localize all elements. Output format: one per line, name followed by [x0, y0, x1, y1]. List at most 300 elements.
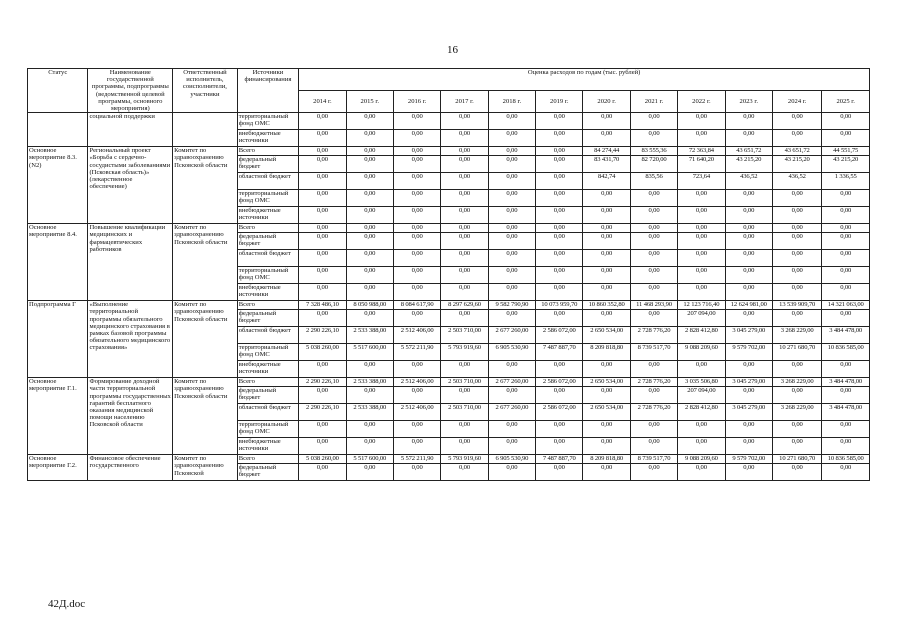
header-year: 2015 г.	[346, 91, 393, 113]
value-cell: 0,00	[346, 310, 393, 327]
name-cell: Формирование доходной части территориальной программы государственных гарантий бесплатного оказания медицинской помощи населению Псковской области	[88, 378, 173, 455]
value-cell: 5 517 600,00	[346, 344, 393, 361]
value-cell: 0,00	[488, 284, 535, 301]
value-cell: 0,00	[678, 130, 725, 147]
value-cell: 2 677 260,00	[488, 378, 535, 387]
value-cell: 2 828 412,80	[678, 404, 725, 421]
status-cell	[28, 113, 88, 147]
value-cell: 0,00	[393, 207, 440, 224]
value-cell: 2 533 388,00	[346, 327, 393, 344]
footer-filename: 42Д.doc	[48, 598, 86, 610]
value-cell: 0,00	[630, 207, 677, 224]
value-cell: 10 271 680,70	[772, 455, 821, 464]
header-year: 2020 г.	[583, 91, 630, 113]
status-cell: Основное мероприятие 8.4.	[28, 224, 88, 301]
source-cell: областной бюджет	[237, 404, 299, 421]
value-cell: 0,00	[441, 284, 488, 301]
page-number: 16	[447, 44, 458, 56]
value-cell: 8 209 818,80	[583, 455, 630, 464]
value-cell: 0,00	[772, 421, 821, 438]
value-cell: 0,00	[536, 224, 583, 233]
header-estimate: Оценка расходов по годам (тыс. рублей)	[299, 69, 870, 91]
header-year: 2018 г.	[488, 91, 535, 113]
value-cell: 2 677 260,00	[488, 327, 535, 344]
value-cell: 5 038 260,00	[299, 455, 346, 464]
value-cell: 2 503 710,00	[441, 378, 488, 387]
value-cell: 2 828 412,80	[678, 327, 725, 344]
value-cell: 0,00	[772, 438, 821, 455]
value-cell: 0,00	[772, 224, 821, 233]
value-cell: 1 336,55	[822, 173, 870, 190]
source-cell: федеральный бюджет	[237, 233, 299, 250]
value-cell: 0,00	[299, 224, 346, 233]
value-cell: 8 209 818,80	[583, 344, 630, 361]
value-cell: 0,00	[822, 387, 870, 404]
value-cell: 0,00	[346, 250, 393, 267]
value-cell: 8 739 517,70	[630, 455, 677, 464]
value-cell: 6 905 530,90	[488, 344, 535, 361]
value-cell: 0,00	[488, 310, 535, 327]
value-cell: 0,00	[299, 147, 346, 156]
value-cell: 10 073 959,70	[536, 301, 583, 310]
value-cell: 0,00	[299, 310, 346, 327]
executor-cell: Комитет по здравоохранению Псковской области	[173, 224, 238, 301]
value-cell: 0,00	[630, 361, 677, 378]
value-cell: 0,00	[536, 464, 583, 481]
header-year: 2016 г.	[393, 91, 440, 113]
value-cell: 207 094,00	[678, 310, 725, 327]
value-cell: 0,00	[630, 190, 677, 207]
value-cell: 0,00	[346, 233, 393, 250]
value-cell: 0,00	[725, 250, 772, 267]
value-cell: 2 503 710,00	[441, 327, 488, 344]
value-cell: 0,00	[725, 361, 772, 378]
value-cell: 0,00	[536, 190, 583, 207]
value-cell: 0,00	[299, 387, 346, 404]
value-cell: 82 720,00	[630, 156, 677, 173]
value-cell: 3 484 478,00	[822, 327, 870, 344]
value-cell: 2 533 388,00	[346, 404, 393, 421]
value-cell: 0,00	[393, 147, 440, 156]
value-cell: 0,00	[346, 113, 393, 130]
status-cell: Основное мероприятие Г.1.	[28, 378, 88, 455]
source-cell: Всего	[237, 378, 299, 387]
header-year: 2024 г.	[772, 91, 821, 113]
value-cell: 43 651,72	[725, 147, 772, 156]
value-cell: 0,00	[393, 233, 440, 250]
value-cell: 0,00	[725, 190, 772, 207]
value-cell: 0,00	[441, 173, 488, 190]
source-cell: Всего	[237, 301, 299, 310]
value-cell: 0,00	[822, 438, 870, 455]
value-cell: 0,00	[822, 361, 870, 378]
header-year: 2025 г.	[822, 91, 870, 113]
value-cell: 0,00	[536, 233, 583, 250]
value-cell: 0,00	[583, 310, 630, 327]
value-cell: 0,00	[772, 464, 821, 481]
value-cell: 0,00	[822, 464, 870, 481]
value-cell: 0,00	[536, 310, 583, 327]
value-cell: 0,00	[393, 464, 440, 481]
name-cell: социальной поддержки	[88, 113, 173, 147]
value-cell: 0,00	[583, 207, 630, 224]
value-cell: 0,00	[536, 113, 583, 130]
value-cell: 0,00	[441, 156, 488, 173]
value-cell: 2 512 406,00	[393, 327, 440, 344]
value-cell: 3 484 478,00	[822, 378, 870, 387]
value-cell: 0,00	[678, 207, 725, 224]
value-cell: 2 650 534,00	[583, 327, 630, 344]
value-cell: 0,00	[772, 361, 821, 378]
value-cell: 0,00	[488, 421, 535, 438]
value-cell: 0,00	[488, 207, 535, 224]
value-cell: 436,52	[772, 173, 821, 190]
value-cell: 2 533 388,00	[346, 378, 393, 387]
value-cell: 0,00	[441, 464, 488, 481]
header-year: 2017 г.	[441, 91, 488, 113]
value-cell: 0,00	[488, 361, 535, 378]
value-cell: 0,00	[583, 190, 630, 207]
header-year: 2021 г.	[630, 91, 677, 113]
value-cell: 3 268 229,00	[772, 327, 821, 344]
value-cell: 9 582 790,90	[488, 301, 535, 310]
value-cell: 0,00	[630, 267, 677, 284]
table-row	[28, 378, 870, 387]
value-cell: 5 517 600,00	[346, 455, 393, 464]
value-cell: 0,00	[346, 361, 393, 378]
value-cell: 0,00	[772, 284, 821, 301]
value-cell: 12 123 716,40	[678, 301, 725, 310]
value-cell: 0,00	[346, 173, 393, 190]
value-cell: 835,56	[630, 173, 677, 190]
header-year: 2023 г.	[725, 91, 772, 113]
value-cell: 0,00	[630, 310, 677, 327]
value-cell: 43 215,20	[822, 156, 870, 173]
value-cell: 43 651,72	[772, 147, 821, 156]
value-cell: 0,00	[441, 310, 488, 327]
value-cell: 0,00	[441, 233, 488, 250]
status-cell: Основное мероприятие Г.2.	[28, 455, 88, 481]
value-cell: 0,00	[822, 250, 870, 267]
value-cell: 0,00	[346, 284, 393, 301]
value-cell: 0,00	[299, 250, 346, 267]
value-cell: 0,00	[488, 267, 535, 284]
value-cell: 8 297 629,60	[441, 301, 488, 310]
value-cell: 0,00	[822, 130, 870, 147]
value-cell: 83 431,70	[583, 156, 630, 173]
source-cell: внебюджетные источники	[237, 361, 299, 378]
value-cell: 0,00	[822, 207, 870, 224]
value-cell: 0,00	[393, 156, 440, 173]
value-cell: 0,00	[441, 130, 488, 147]
table-body	[28, 113, 870, 481]
value-cell: 0,00	[772, 310, 821, 327]
value-cell: 207 094,00	[678, 387, 725, 404]
value-cell: 71 640,20	[678, 156, 725, 173]
value-cell: 0,00	[678, 224, 725, 233]
table-row	[28, 455, 870, 464]
value-cell: 10 860 352,80	[583, 301, 630, 310]
source-cell: федеральный бюджет	[237, 156, 299, 173]
value-cell: 44 551,75	[822, 147, 870, 156]
value-cell: 0,00	[299, 233, 346, 250]
value-cell: 5 572 211,90	[393, 344, 440, 361]
value-cell: 0,00	[822, 233, 870, 250]
value-cell: 9 579 702,00	[725, 455, 772, 464]
value-cell: 0,00	[441, 190, 488, 207]
value-cell: 0,00	[630, 438, 677, 455]
value-cell: 3 045 279,00	[725, 404, 772, 421]
budget-table	[27, 68, 870, 481]
value-cell: 0,00	[441, 438, 488, 455]
value-cell: 0,00	[393, 224, 440, 233]
value-cell: 0,00	[725, 207, 772, 224]
value-cell: 2 586 072,00	[536, 378, 583, 387]
value-cell: 84 274,44	[583, 147, 630, 156]
value-cell: 0,00	[772, 190, 821, 207]
value-cell: 0,00	[630, 250, 677, 267]
source-cell: областной бюджет	[237, 250, 299, 267]
value-cell: 0,00	[678, 361, 725, 378]
source-cell: федеральный бюджет	[237, 310, 299, 327]
value-cell: 2 677 260,00	[488, 404, 535, 421]
value-cell: 0,00	[772, 207, 821, 224]
value-cell: 2 290 226,10	[299, 404, 346, 421]
value-cell: 0,00	[630, 130, 677, 147]
value-cell: 0,00	[393, 113, 440, 130]
value-cell: 0,00	[678, 284, 725, 301]
value-cell: 9 088 209,60	[678, 455, 725, 464]
value-cell: 0,00	[583, 113, 630, 130]
header-year: 2019 г.	[536, 91, 583, 113]
value-cell: 0,00	[346, 130, 393, 147]
value-cell: 0,00	[299, 464, 346, 481]
value-cell: 0,00	[536, 421, 583, 438]
value-cell: 2 650 534,00	[583, 378, 630, 387]
value-cell: 2 650 534,00	[583, 404, 630, 421]
value-cell: 0,00	[488, 113, 535, 130]
value-cell: 0,00	[488, 233, 535, 250]
value-cell: 0,00	[488, 130, 535, 147]
value-cell: 0,00	[346, 387, 393, 404]
value-cell: 0,00	[630, 113, 677, 130]
value-cell: 0,00	[678, 267, 725, 284]
source-cell: областной бюджет	[237, 173, 299, 190]
value-cell: 2 728 776,20	[630, 327, 677, 344]
value-cell: 0,00	[678, 113, 725, 130]
value-cell: 0,00	[299, 267, 346, 284]
executor-cell: Комитет по здравоохранению Псковской области	[173, 301, 238, 378]
value-cell: 0,00	[441, 113, 488, 130]
value-cell: 0,00	[488, 156, 535, 173]
value-cell: 0,00	[299, 130, 346, 147]
executor-cell: Комитет по здравоохранению Псковской области	[173, 378, 238, 455]
value-cell: 0,00	[441, 267, 488, 284]
value-cell: 0,00	[822, 190, 870, 207]
value-cell: 0,00	[536, 173, 583, 190]
value-cell: 0,00	[536, 438, 583, 455]
value-cell: 0,00	[299, 156, 346, 173]
name-cell: «Выполнение территориальной программы обязательного медицинского страхования в рамках базовой программы обязательного медицинского страхования»	[88, 301, 173, 378]
value-cell: 0,00	[678, 421, 725, 438]
value-cell: 10 836 585,00	[822, 344, 870, 361]
value-cell: 0,00	[583, 438, 630, 455]
value-cell: 0,00	[725, 233, 772, 250]
value-cell: 0,00	[678, 438, 725, 455]
value-cell: 0,00	[583, 250, 630, 267]
value-cell: 0,00	[393, 173, 440, 190]
value-cell: 3 045 279,00	[725, 327, 772, 344]
status-cell: Основное мероприятие 8.3.(N2)	[28, 147, 88, 224]
value-cell: 0,00	[393, 284, 440, 301]
value-cell: 0,00	[299, 438, 346, 455]
source-cell: Всего	[237, 147, 299, 156]
value-cell: 0,00	[678, 233, 725, 250]
value-cell: 0,00	[822, 310, 870, 327]
value-cell: 0,00	[822, 421, 870, 438]
value-cell: 0,00	[488, 464, 535, 481]
value-cell: 0,00	[346, 421, 393, 438]
value-cell: 83 555,36	[630, 147, 677, 156]
source-cell: внебюджетные источники	[237, 207, 299, 224]
value-cell: 0,00	[822, 224, 870, 233]
value-cell: 0,00	[678, 250, 725, 267]
header-year: 2014 г.	[299, 91, 346, 113]
value-cell: 12 624 981,00	[725, 301, 772, 310]
value-cell: 9 579 702,00	[725, 344, 772, 361]
value-cell: 0,00	[725, 130, 772, 147]
source-cell: территориальный фонд ОМС	[237, 344, 299, 361]
value-cell: 0,00	[725, 224, 772, 233]
value-cell: 0,00	[299, 361, 346, 378]
value-cell: 0,00	[725, 284, 772, 301]
value-cell: 2 586 072,00	[536, 404, 583, 421]
value-cell: 0,00	[772, 267, 821, 284]
value-cell: 2 503 710,00	[441, 404, 488, 421]
value-cell: 0,00	[583, 130, 630, 147]
source-cell: Всего	[237, 224, 299, 233]
value-cell: 0,00	[393, 130, 440, 147]
value-cell: 2 290 226,10	[299, 327, 346, 344]
source-cell: территориальный фонд ОМС	[237, 190, 299, 207]
value-cell: 0,00	[630, 464, 677, 481]
value-cell: 0,00	[441, 207, 488, 224]
value-cell: 0,00	[583, 387, 630, 404]
value-cell: 0,00	[536, 156, 583, 173]
name-cell: Повышение квалификации медицинских и фармацевтических работников	[88, 224, 173, 301]
value-cell: 0,00	[346, 267, 393, 284]
source-cell: территориальный фонд ОМС	[237, 113, 299, 130]
value-cell: 43 215,20	[725, 156, 772, 173]
value-cell: 2 728 776,20	[630, 378, 677, 387]
source-cell: Всего	[237, 455, 299, 464]
value-cell: 0,00	[299, 113, 346, 130]
value-cell: 0,00	[678, 190, 725, 207]
value-cell: 436,52	[725, 173, 772, 190]
table-row	[28, 113, 870, 130]
value-cell: 0,00	[488, 250, 535, 267]
value-cell: 6 905 530,90	[488, 455, 535, 464]
value-cell: 2 512 406,00	[393, 378, 440, 387]
value-cell: 8 739 517,70	[630, 344, 677, 361]
value-cell: 0,00	[822, 267, 870, 284]
value-cell: 72 363,84	[678, 147, 725, 156]
value-cell: 0,00	[346, 438, 393, 455]
value-cell: 0,00	[536, 267, 583, 284]
value-cell: 8 084 617,90	[393, 301, 440, 310]
value-cell: 0,00	[630, 284, 677, 301]
header-year: 2022 г.	[678, 91, 725, 113]
value-cell: 2 728 776,20	[630, 404, 677, 421]
value-cell: 0,00	[583, 233, 630, 250]
value-cell: 0,00	[583, 361, 630, 378]
value-cell: 7 487 887,70	[536, 455, 583, 464]
value-cell: 0,00	[725, 438, 772, 455]
value-cell: 3 484 478,00	[822, 404, 870, 421]
value-cell: 0,00	[393, 250, 440, 267]
value-cell: 8 050 988,00	[346, 301, 393, 310]
header-status: Статус	[28, 69, 88, 113]
value-cell: 0,00	[822, 113, 870, 130]
value-cell: 0,00	[393, 310, 440, 327]
value-cell: 0,00	[488, 438, 535, 455]
table-row	[28, 147, 870, 156]
value-cell: 0,00	[725, 310, 772, 327]
status-cell: Подпрограмма Г	[28, 301, 88, 378]
value-cell: 0,00	[299, 284, 346, 301]
source-cell: областной бюджет	[237, 327, 299, 344]
value-cell: 9 088 209,60	[678, 344, 725, 361]
value-cell: 0,00	[393, 267, 440, 284]
value-cell: 0,00	[725, 464, 772, 481]
value-cell: 13 539 909,70	[772, 301, 821, 310]
table-row	[28, 301, 870, 310]
value-cell: 0,00	[583, 267, 630, 284]
header-sources: Источники финансирования	[237, 69, 299, 113]
value-cell: 0,00	[678, 464, 725, 481]
value-cell: 5 793 919,60	[441, 344, 488, 361]
value-cell: 0,00	[772, 113, 821, 130]
value-cell: 3 035 506,80	[678, 378, 725, 387]
executor-cell: Комитет по здравоохранению Псковской	[173, 455, 238, 481]
value-cell: 0,00	[393, 190, 440, 207]
value-cell: 0,00	[583, 464, 630, 481]
value-cell: 3 268 229,00	[772, 404, 821, 421]
value-cell: 0,00	[725, 267, 772, 284]
executor-cell: Комитет по здравоохранению Псковской области	[173, 147, 238, 224]
value-cell: 0,00	[488, 147, 535, 156]
value-cell: 0,00	[536, 130, 583, 147]
value-cell: 0,00	[441, 421, 488, 438]
value-cell: 3 045 279,00	[725, 378, 772, 387]
value-cell: 0,00	[346, 207, 393, 224]
value-cell: 2 290 226,10	[299, 378, 346, 387]
value-cell: 0,00	[441, 387, 488, 404]
source-cell: внебюджетные источники	[237, 438, 299, 455]
value-cell: 0,00	[725, 387, 772, 404]
value-cell: 43 215,20	[772, 156, 821, 173]
value-cell: 7 328 486,10	[299, 301, 346, 310]
value-cell: 842,74	[583, 173, 630, 190]
value-cell: 0,00	[583, 284, 630, 301]
value-cell: 0,00	[346, 156, 393, 173]
value-cell: 0,00	[772, 130, 821, 147]
value-cell: 0,00	[346, 224, 393, 233]
value-cell: 0,00	[488, 224, 535, 233]
value-cell: 0,00	[393, 438, 440, 455]
header-name: Наименование государственной программы, подпрограммы (ведомственной целевой программы, основного мероприятия)	[88, 69, 173, 113]
value-cell: 5 572 211,90	[393, 455, 440, 464]
